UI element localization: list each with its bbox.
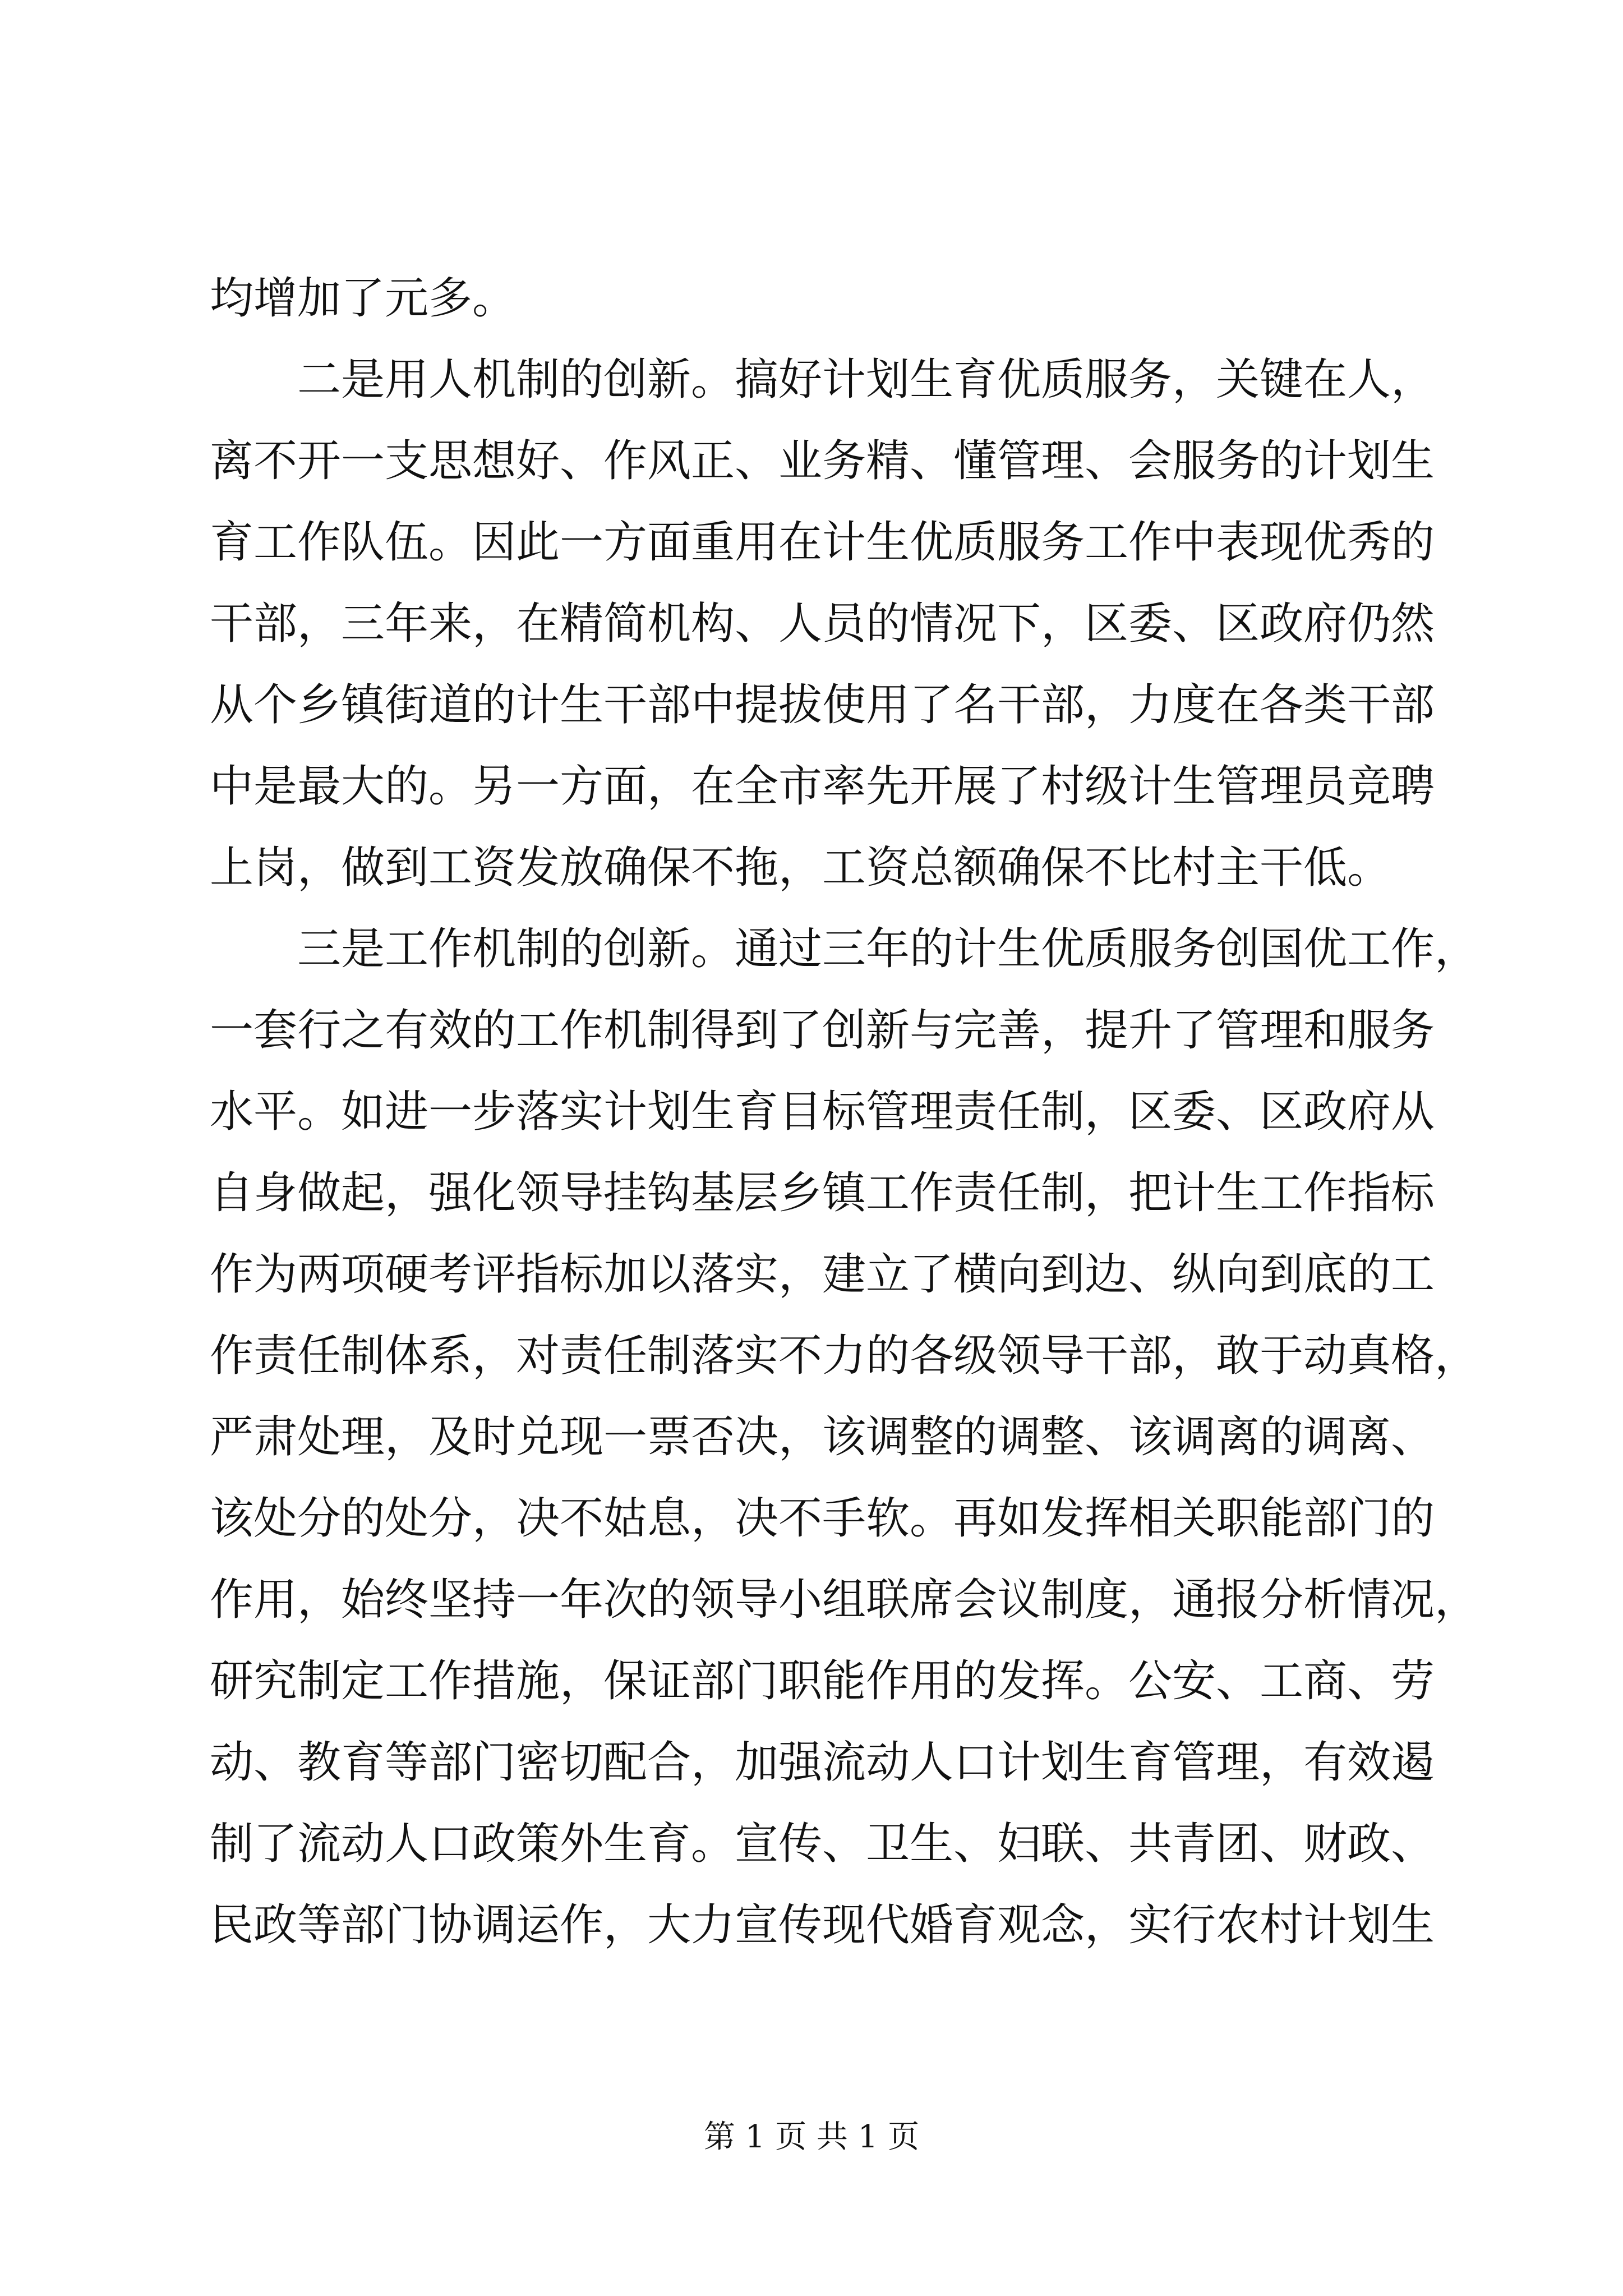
paragraph-start-line: 二是用人机制的创新。搞好计划生育优质服务，关键在人， [297,355,1435,405]
page-number-footer: 第 1 页 共 1 页 [703,2119,920,2155]
text-line: 制了流动人口政策外生育。宣传、卫生、妇联、共青团、财政、 [210,1819,1435,1869]
text-line: 从个乡镇街道的计生干部中提拔使用了名干部，力度在各类干部 [210,680,1435,730]
text-line: 自身做起，强化领导挂钩基层乡镇工作责任制，把计生工作指标 [210,1168,1435,1218]
text-line: 严肃处理，及时兑现一票否决，该调整的调整、该调离的调离、 [210,1412,1435,1462]
text-line: 离不开一支思想好、作风正、业务精、懂管理、会服务的计划生 [210,436,1435,486]
text-line: 作责任制体系，对责任制落实不力的各级领导干部，敢于动真格， [210,1331,1479,1381]
text-line: 动、教育等部门密切配合，加强流动人口计划生育管理，有效遏 [210,1737,1435,1788]
text-line: 该处分的处分，决不姑息，决不手软。再如发挥相关职能部门的 [210,1493,1435,1544]
text-line: 作用，始终坚持一年次的领导小组联席会议制度，通报分析情况， [210,1575,1479,1625]
text-line: 均增加了元多。 [210,273,517,324]
text-line: 研究制定工作措施，保证部门职能作用的发挥。公安、工商、劳 [210,1656,1435,1706]
text-line: 上岗，做到工资发放确保不拖，工资总额确保不比村主干低。 [210,843,1391,893]
text-line: 水平。如进一步落实计划生育目标管理责任制，区委、区政府从 [210,1087,1435,1137]
document-body [210,258,1479,1966]
text-line: 民政等部门协调运作，大力宣传现代婚育观念，实行农村计划生 [210,1900,1435,1950]
text-line: 一套行之有效的工作机制得到了创新与完善，提升了管理和服务 [210,1005,1435,1056]
text-line: 干部，三年来，在精简机构、人员的情况下，区委、区政府仍然 [210,599,1435,649]
paragraph-start-line: 三是工作机制的创新。通过三年的计生优质服务创国优工作， [297,924,1479,974]
text-line: 育工作队伍。因此一方面重用在计生优质服务工作中表现优秀的 [210,517,1435,568]
text-line: 中是最大的。另一方面，在全市率先开展了村级计生管理员竞聘 [210,761,1435,812]
text-line: 作为两项硬考评指标加以落实，建立了横向到边、纵向到底的工 [210,1249,1435,1300]
